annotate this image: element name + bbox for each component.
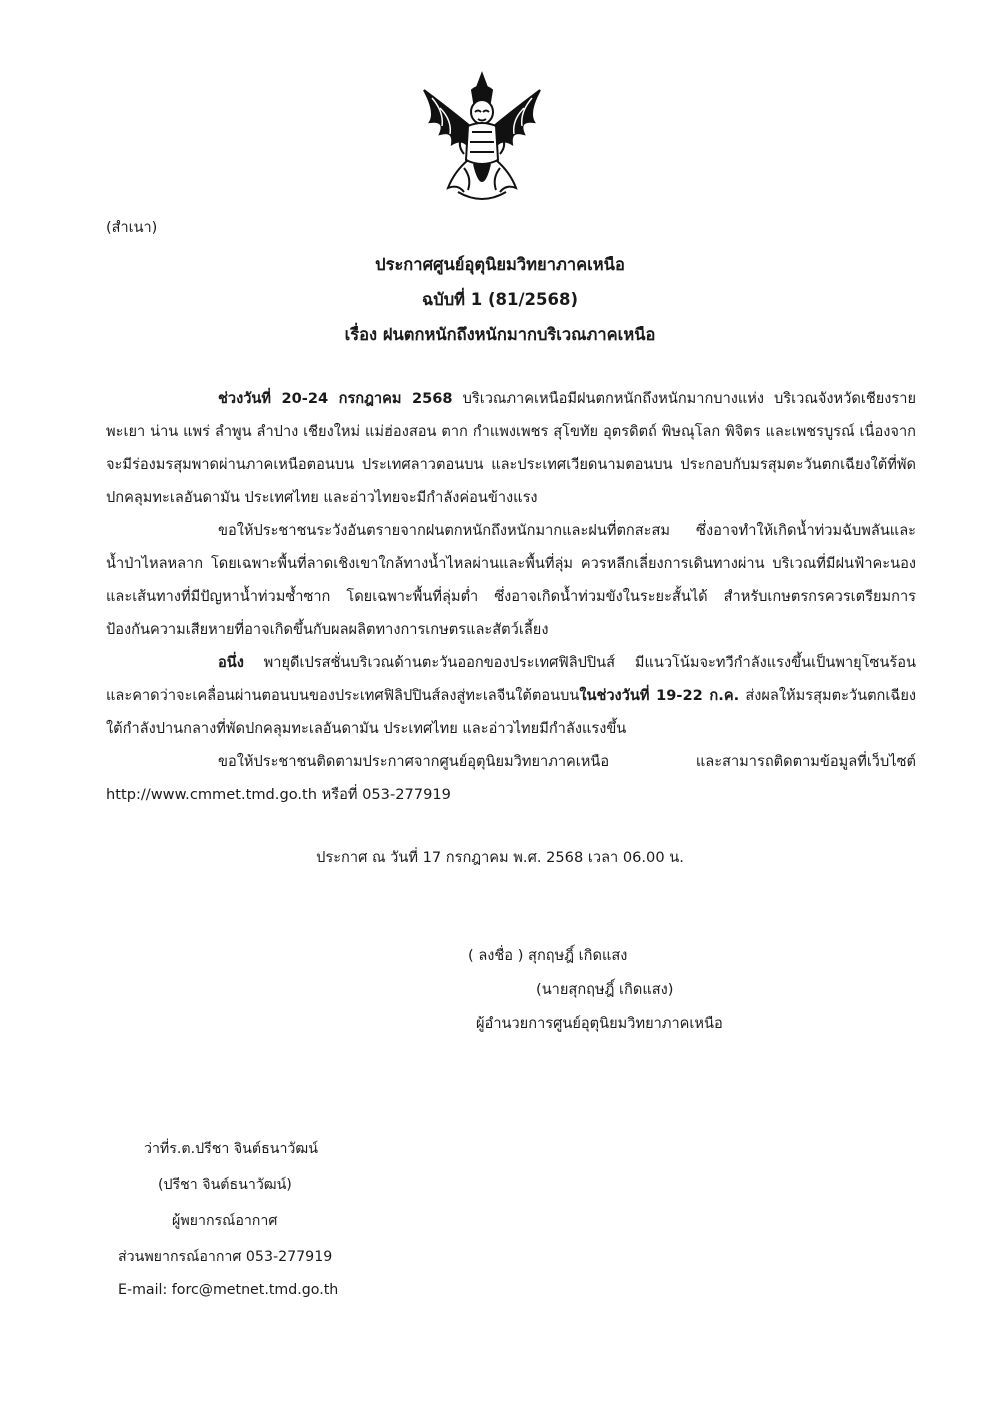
storm-text: พายุดีเปรสชั่นบริเวณด้านตะวันออกของประเทศฟิลิปปินส์ มีแนวโน้มจะทวีกำลังแรงขึ้นเป็นพายุโซนร้อน และคาดว่าจะเคลื่อนผ่านตอนบนของประเทศฟิลิปปินส์ลงสู่ทะเลจีนใต้ตอนบน bbox=[106, 654, 916, 704]
follow-up-text: ขอให้ประชาชนติดตามประกาศจากศูนย์อุตุนิยมวิทยาภาคเหนือ และสามารถติดตามข้อมูลที่เว็บไซต์ http://www.cmmet.tmd.go.th หรือที่ 053-277919 bbox=[106, 753, 916, 803]
forecast-period: ช่วงวันที่ 20-24 กรกฎาคม 2568 bbox=[218, 390, 453, 407]
paragraph-warning bbox=[106, 514, 916, 646]
signer-name: (นายสุกฤษฎิ์ เกิดแสง) bbox=[536, 981, 674, 998]
signer-position: ผู้อำนวยการศูนย์อุตุนิยมวิทยาภาคเหนือ bbox=[476, 1015, 723, 1032]
contact-email: E-mail: forc@metnet.tmd.go.th bbox=[118, 1282, 339, 1298]
forecast-text: บริเวณภาคเหนือมีฝนตกหนักถึงหนักมากบางแห่ง บริเวณจังหวัดเชียงราย พะเยา น่าน แพร่ ลำพูน ลำปาง เชียงใหม่ แม่ฮ่องสอน ตาก กำแพงเพชร สุโขทัย อุตรดิตถ์ พิษณุโลก พิจิตร และเพชรบูรณ์ เนื่องจากจะมีร่องมรสุมพาดผ่านภาคเหนือตอนบน ประเทศลาวตอนบน และประเทศเวียดนามตอนบน ประกอบกับมรสุมตะวันตกเฉียงใต้ที่พัดปกคลุมทะเลอันดามัน ประเทศไทย และอ่าวไทยจะมีกำลังค่อนข้างแรง bbox=[106, 390, 917, 506]
paragraph-forecast bbox=[106, 382, 916, 514]
signature-line: ( ลงชื่อ ) สุกฤษฎิ์ เกิดแสง bbox=[468, 947, 628, 964]
warning-text: ขอให้ประชาชนระวังอันตรายจากฝนตกหนักถึงหนักมากและฝนที่ตกสะสม ซึ่งอาจทำให้เกิดน้ำท่วมฉับพลันและน้ำป่าไหลหลาก โดยเฉพาะพื้นที่ลาดเชิงเขาใกล้ทางน้ำไหลผ่านและพื้นที่ลุ่ม ควรหลีกเลี่ยงการเดินทางผ่าน บริเวณที่มีฝนฟ้าคะนอง และเส้นทางที่มีปัญหาน้ำท่วมซ้ำซาก โดยเฉพาะพื้นที่ลุ่มต่ำ ซึ่งอาจเกิดน้ำท่วมขังในระยะสั้นได้ สำหรับเกษตรกรควรเตรียมการป้องกันความเสียหายที่อาจเกิดขึ้นกับผลผลิตทางการเกษตรและสัตว์เลี้ยง bbox=[106, 522, 916, 638]
subject-line: เรื่อง ฝนตกหนักถึงหนักมากบริเวณภาคเหนือ bbox=[344, 325, 656, 344]
forecast-division-phone: ส่วนพยากรณ์อากาศ 053-277919 bbox=[118, 1249, 333, 1265]
forecaster-name: ว่าที่ร.ต.ปรีชา จินต์ธนาวัฒน์ bbox=[144, 1141, 318, 1157]
announcement-body bbox=[106, 382, 916, 811]
storm-label: อนึ่ง bbox=[218, 654, 244, 671]
paragraph-follow-up bbox=[106, 745, 916, 811]
forecaster-name-parenthetical: (ปรีชา จินต์ธนาวัฒน์) bbox=[158, 1177, 292, 1193]
announcement-title: ประกาศศูนย์อุตุนิยมวิทยาภาคเหนือ bbox=[375, 255, 625, 274]
paragraph-storm bbox=[106, 646, 916, 745]
copy-label: (สำเนา) bbox=[106, 220, 158, 236]
garuda-emblem-icon bbox=[418, 68, 546, 208]
issued-date: ประกาศ ณ วันที่ 17 กรกฎาคม พ.ศ. 2568 เวลา 06.00 น. bbox=[316, 849, 684, 866]
storm-period: ในช่วงวันที่ 19-22 ก.ค. bbox=[579, 687, 740, 704]
storm-text-2: ส่งผลให้มรสุมตะวันตกเฉียงใต้กำลังปานกลางที่พัดปกคลุมทะเลอันดามัน ประเทศไทย และอ่าวไทยมีกำลังแรงขึ้น bbox=[106, 687, 916, 737]
forecaster-role: ผู้พยากรณ์อากาศ bbox=[172, 1213, 278, 1229]
issue-number: ฉบับที่ 1 (81/2568) bbox=[421, 290, 579, 309]
